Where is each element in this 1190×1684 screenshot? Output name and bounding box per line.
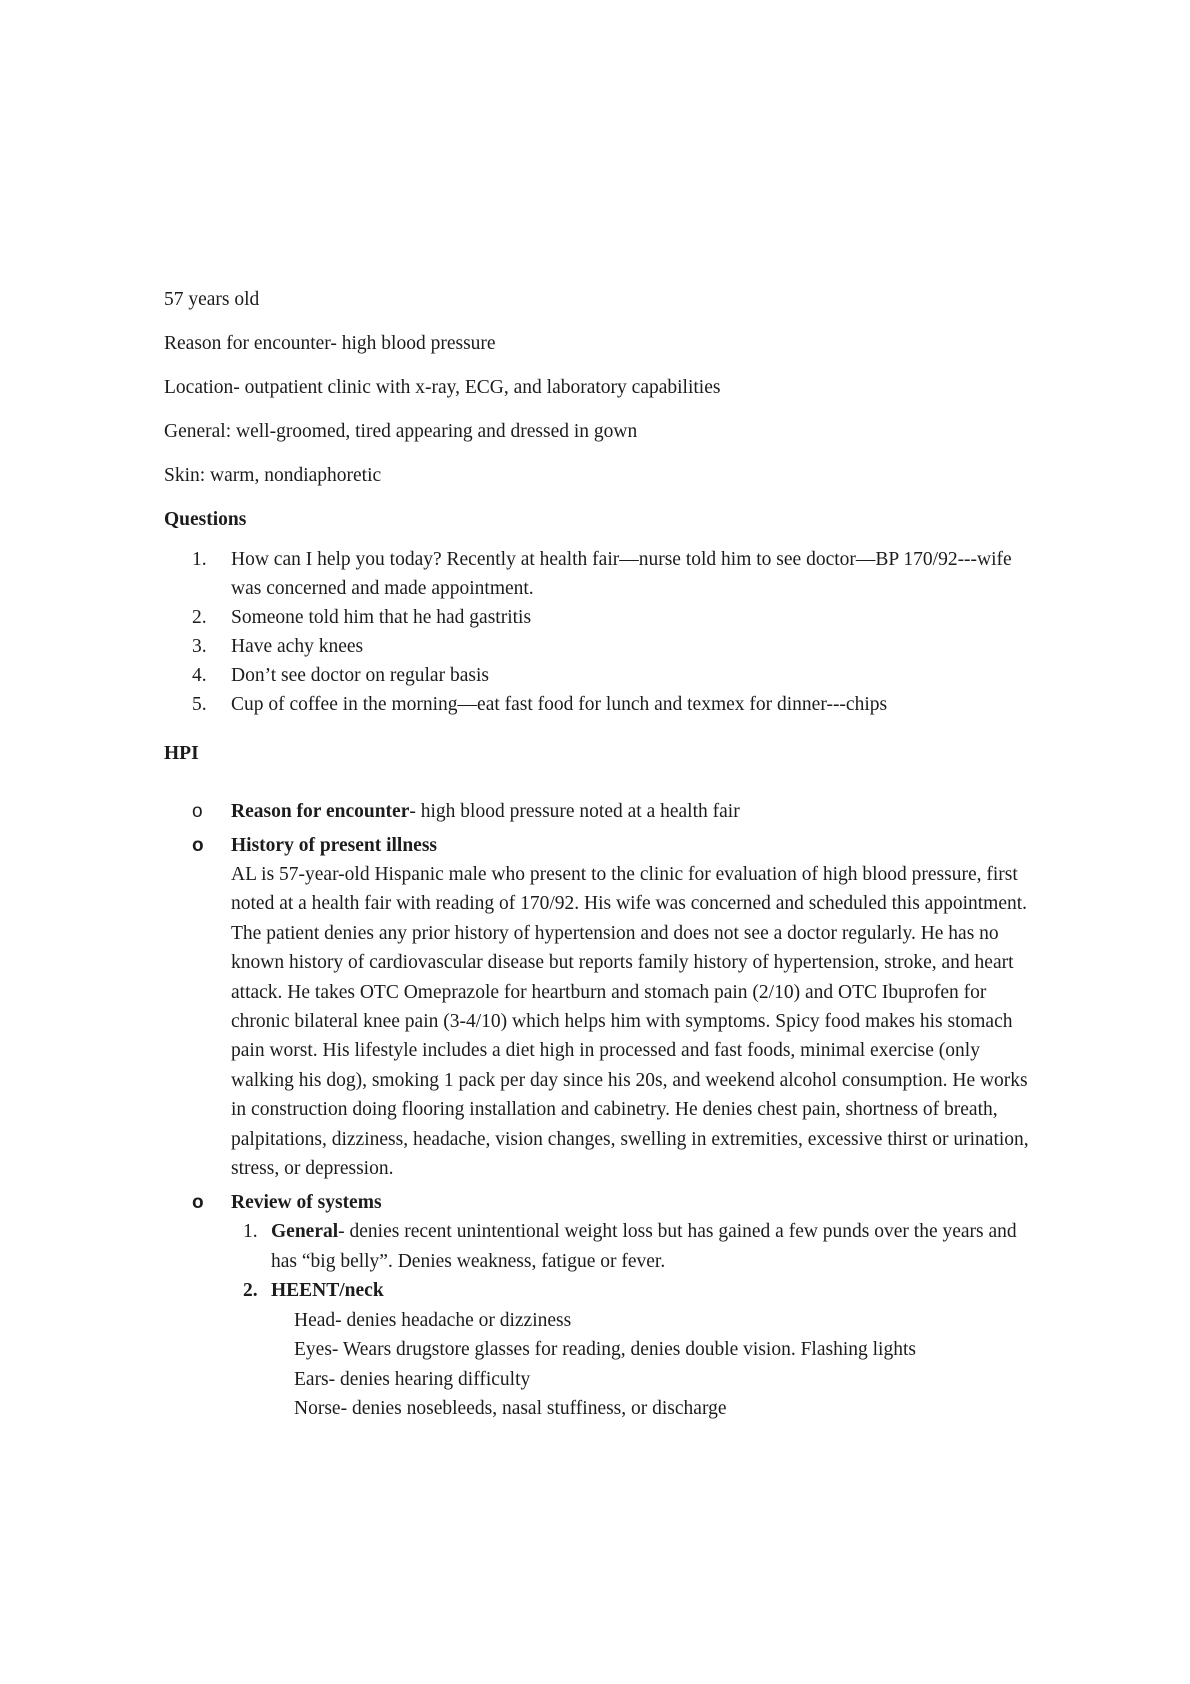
question-text: Cup of coffee in the morning—eat fast food for lunch and texmex for dinner---chips [231, 694, 888, 715]
general-appearance: General: well-groomed, tired appearing and dressed in gown [164, 421, 638, 442]
list-number: 2. [192, 607, 207, 628]
heent-details [271, 1306, 1044, 1424]
history-paragraph: AL is 57-year-old Hispanic male who present to the clinic for evaluation of high blood pressure, first noted at a health fair with reading of 170/92. His wife was concerned and scheduled this appointment. The patient denies any prior history of hypertension and does not see a doctor regularly. He has no known history of cardiovascular disease but reports family history of hypertension, stroke, and heart attack. He takes OTC Omeprazole for heartburn and stomach pain (2/10) and OTC Ibuprofen for chronic bilateral knee pain (3-4/10) which helps him with symptoms. Spicy food makes his stomach pain worst. His lifestyle includes a diet high in processed and fast foods, minimal exercise (only walking his dog), smoking 1 pack per day since his 20s, and weekend alcohol consumption. He works in construction doing flooring installation and cabinetry. He denies chest pain, shortness of breath, palpitations, dizziness, headache, vision changes, swelling in extremities, excessive thirst or urination, stress, or depression. [231, 864, 1029, 1180]
hpi-ros-item [164, 1188, 1044, 1423]
list-item [164, 661, 1044, 690]
history-label: History of present illness [231, 835, 438, 856]
bullet-icon: o [192, 835, 204, 856]
list-number: 4. [192, 665, 207, 686]
bullet-icon: o [192, 801, 203, 822]
question-text: Don’t see doctor on regular basis [231, 665, 489, 686]
ros-general-label: General [271, 1221, 339, 1243]
patient-age: 57 years old [164, 289, 260, 310]
ros-general-item [231, 1217, 1044, 1276]
list-number: 2. [243, 1280, 258, 1302]
ros-list [231, 1217, 1044, 1423]
ros-heent-item [231, 1276, 1044, 1423]
encounter-location: Location- outpatient clinic with x-ray, ECG, and laboratory capabilities [164, 377, 721, 398]
reason-for-encounter: Reason for encounter- high blood pressure [164, 333, 496, 354]
question-text: How can I help you today? Recently at health fair—nurse told him to see doctor—BP 170/92---wife was concerned and made appointment. [231, 549, 1012, 599]
heent-ears: Ears- denies hearing difficulty [294, 1368, 531, 1390]
heent-eyes: Eyes- Wears drugstore glasses for reading, denies double vision. Flashing lights [294, 1339, 916, 1361]
heent-head: Head- denies headache or dizziness [294, 1309, 572, 1331]
reason-text: - high blood pressure noted at a health fair [409, 801, 740, 822]
list-number: 5. [192, 694, 207, 715]
list-item [164, 690, 1044, 719]
list-number: 1. [192, 549, 207, 570]
patient-summary [164, 288, 1044, 488]
list-item [164, 545, 1044, 603]
question-text: Have achy knees [231, 636, 364, 657]
list-item [164, 632, 1044, 661]
question-text: Someone told him that he had gastritis [231, 607, 532, 628]
bullet-icon: o [192, 1192, 204, 1214]
hpi-list [164, 797, 1044, 1423]
questions-list [164, 545, 1044, 719]
ros-heent-label: HEENT/neck [271, 1280, 384, 1302]
hpi-heading: HPI [164, 743, 199, 764]
list-item [164, 603, 1044, 632]
reason-label: Reason for encounter [231, 801, 410, 822]
document-page [164, 288, 1044, 1428]
heent-nose: Norse- denies nosebleeds, nasal stuffiness, or discharge [294, 1397, 727, 1419]
questions-heading: Questions [164, 509, 247, 530]
hpi-reason-item [164, 797, 1044, 826]
skin-exam: Skin: warm, nondiaphoretic [164, 465, 382, 486]
hpi-history-item [164, 831, 1044, 1183]
list-number: 1. [243, 1221, 258, 1243]
list-number: 3. [192, 636, 207, 657]
ros-general-text: - denies recent unintentional weight loss but has gained a few punds over the years and has “big belly”. Denies weakness, fatigue or fever. [271, 1221, 1017, 1272]
ros-label: Review of systems [231, 1192, 382, 1214]
